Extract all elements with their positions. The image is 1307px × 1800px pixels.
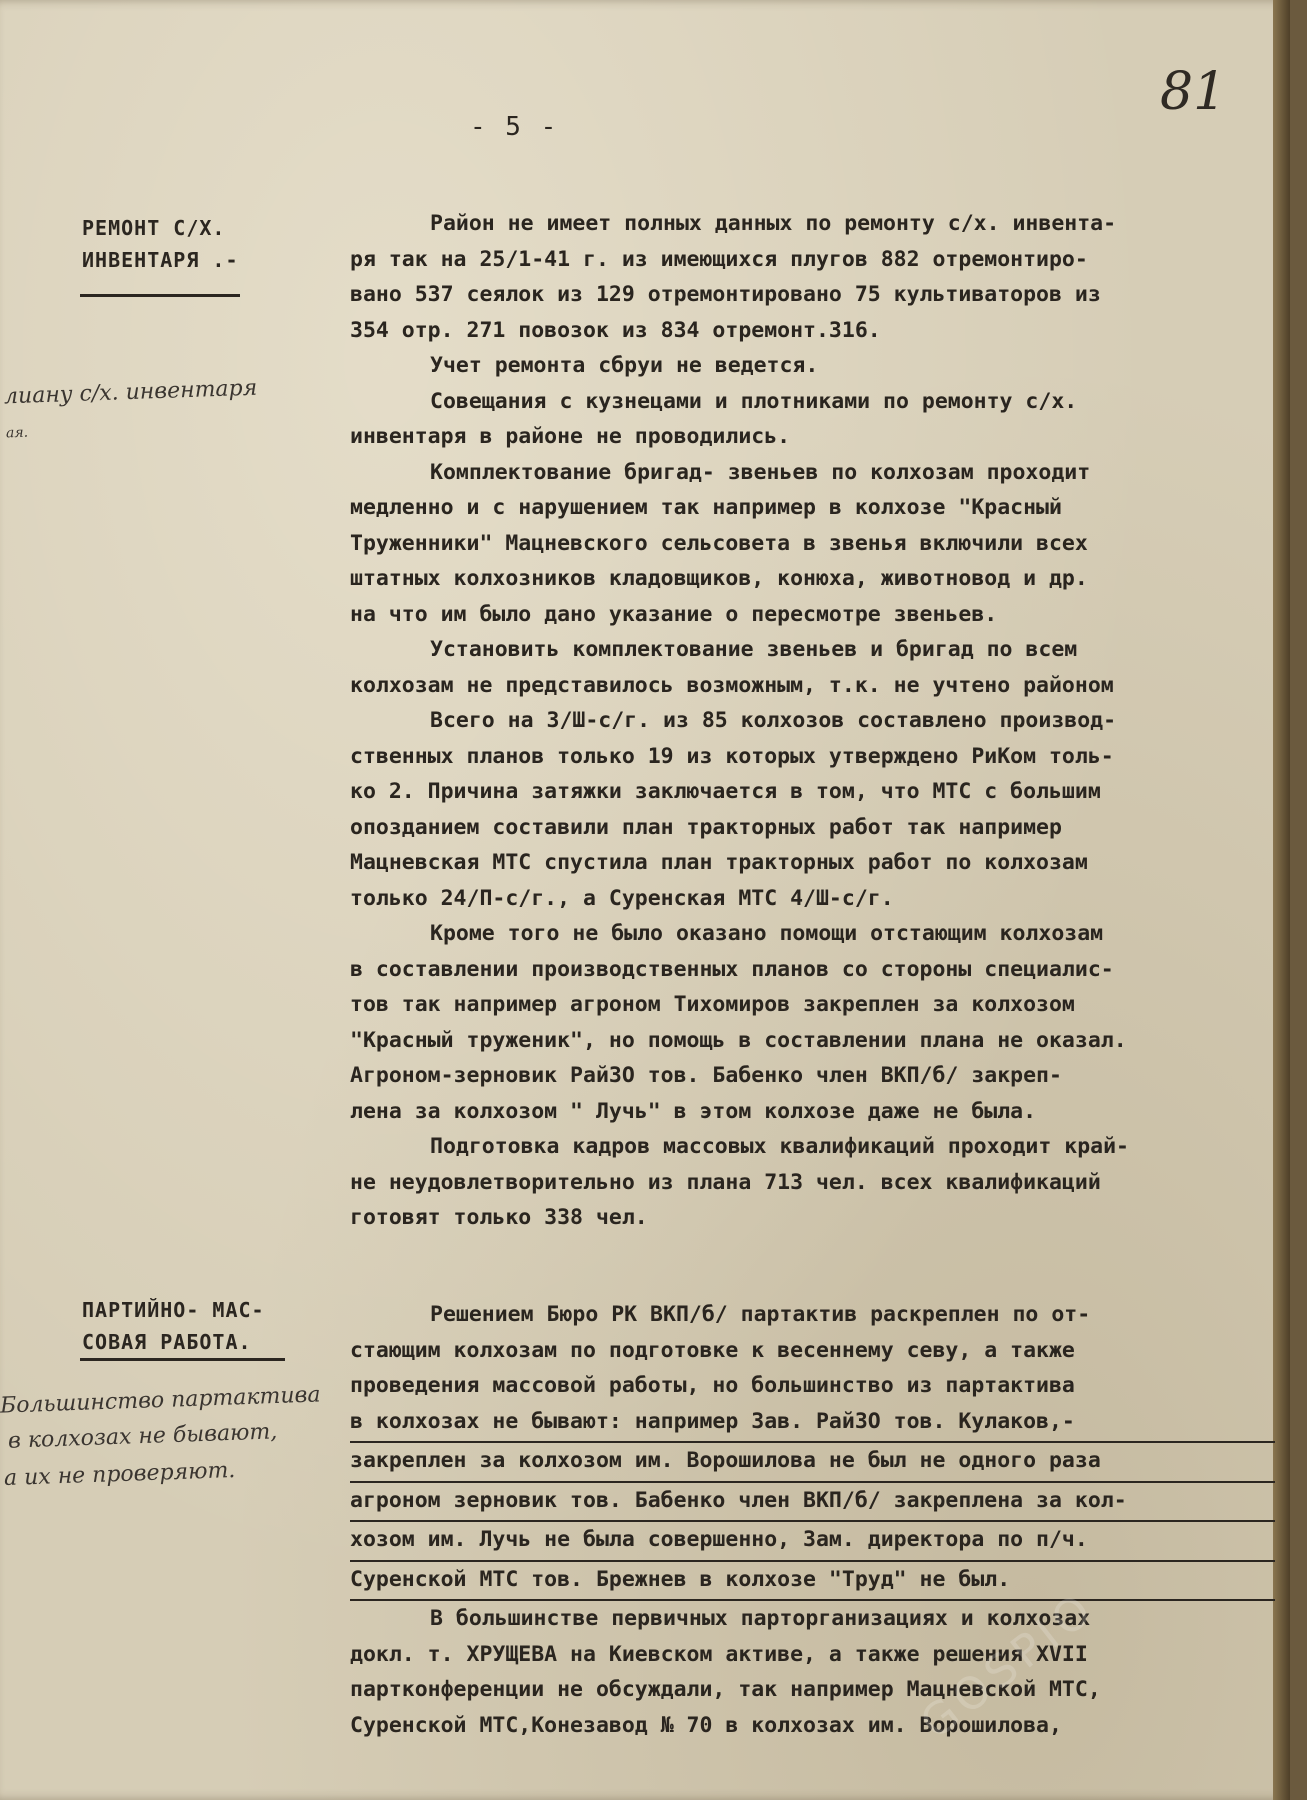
heading-line: ПАРТИЙНО- МАС- bbox=[82, 1298, 265, 1322]
text-line: проведения массовой работы, но большинство из партактива bbox=[350, 1373, 1075, 1398]
text-line: В большинстве первичных парторганизациях и колхозах bbox=[430, 1606, 1091, 1631]
text-line: Подготовка кадров массовых квалификаций проходит край- bbox=[430, 1134, 1129, 1159]
heading-line: РЕМОНТ С/Х. bbox=[82, 216, 226, 240]
text-line: лена за колхозом " Лучь" в этом колхозе даже не была. bbox=[350, 1098, 1037, 1124]
text-line: тов так например агроном Тихомиров закреплен за колхозом bbox=[350, 992, 1075, 1017]
text-line: агроном зерновик тов. Бабенко член ВКП/б/ закреплена за кол- bbox=[350, 1483, 1275, 1523]
text-line: Учет ремонта сбруи не ведется. bbox=[430, 353, 819, 378]
page-number: - 5 - bbox=[470, 112, 559, 142]
text-line: опозданием составили план тракторных работ так например bbox=[350, 814, 1062, 840]
margin-note: в колхозах не бывают, bbox=[7, 1419, 278, 1454]
text-line: только 24/П-с/г., а Суренская МТС 4/Ш-с/г. bbox=[350, 885, 894, 911]
text-line: Комплектование бригад- звеньев по колхозам проходит bbox=[430, 459, 1091, 485]
text-line: закреплен за колхозом им. Ворошилова не был не одного раза bbox=[350, 1443, 1275, 1483]
section-heading-repair bbox=[82, 212, 239, 276]
text-line: штатных колхозников кладовщиков, конюха, животновод и др. bbox=[350, 566, 1088, 591]
text-line: Установить комплектование звеньев и бригад по всем bbox=[430, 637, 1078, 662]
text-line: готовят только 338 чел. bbox=[350, 1205, 648, 1230]
text-line: партконференции не обсуждали, так например Мацневской МТС, bbox=[350, 1677, 1101, 1702]
text-line: Всего на 3/Ш-с/г. из 85 колхозов составлено производ- bbox=[430, 708, 1117, 733]
heading-line: СОВАЯ РАБОТА. bbox=[82, 1330, 252, 1354]
section-heading-party-work bbox=[82, 1294, 265, 1358]
folio-number: 81 bbox=[1160, 62, 1227, 122]
text-line: колхозам не представилось возможным, т.к. не учтено районом bbox=[350, 672, 1114, 698]
text-line: докл. т. ХРУЩЕВА на Киевском активе, а также решения XVII bbox=[350, 1641, 1088, 1667]
text-line: вано 537 сеялок из 129 отремонтировано 75 культиваторов из bbox=[350, 282, 1101, 307]
text-line: хозом им. Лучь не была совершенно, Зам. директора по п/ч. bbox=[350, 1522, 1275, 1562]
text-line: ря так на 25/1-41 г. из имеющихся плугов 882 отремонтиро- bbox=[350, 246, 1088, 272]
text-line: Мацневская МТС спустила план тракторных работ по колхозам bbox=[350, 850, 1088, 875]
text-line: Кроме того не было оказано помощи отстающим колхозам bbox=[430, 921, 1104, 946]
text-line: Суренской МТС тов. Брежнев в колхозе "Труд" не был. bbox=[350, 1562, 1275, 1602]
text-line: инвентаря в районе не проводились. bbox=[350, 424, 791, 449]
section-body-party-work bbox=[350, 1297, 1275, 1743]
heading-line: ИНВЕНТАРЯ .- bbox=[82, 248, 239, 272]
section-body-repair bbox=[350, 206, 1275, 1236]
margin-note: а их не проверяют. bbox=[3, 1457, 236, 1492]
text-line: ко 2. Причина затяжки заключается в том, что МТС с большим bbox=[350, 779, 1101, 804]
text-line: на что им было дано указание о пересмотре звеньев. bbox=[350, 601, 998, 627]
margin-note: ая. bbox=[5, 424, 29, 442]
text-line: 354 отр. 271 повозок из 834 отремонт.316. bbox=[350, 317, 881, 343]
text-line: медленно и с нарушением так например в колхозе "Красный bbox=[350, 495, 1062, 520]
margin-note: Большинство партактива bbox=[0, 1382, 321, 1419]
text-line: Агроном-зерновик РайЗО тов. Бабенко член ВКП/б/ закреп- bbox=[350, 1063, 1062, 1088]
text-line: в составлении производственных планов со стороны специалис- bbox=[350, 956, 1114, 982]
heading-underline bbox=[80, 1358, 285, 1361]
text-line: Труженники" Мацневского сельсовета в звенья включили всех bbox=[350, 530, 1088, 556]
text-line: Район не имеет полных данных по ремонту с/х. инвента- bbox=[430, 211, 1117, 236]
text-line: Совещания с кузнецами и плотниками по ремонту с/х. bbox=[430, 388, 1078, 414]
heading-underline bbox=[80, 294, 240, 297]
text-line: в колхозах не бывают: например Зав. РайЗО тов. Кулаков,- bbox=[350, 1404, 1275, 1444]
text-line: Решением Бюро РК ВКП/б/ партактив раскреплен по от- bbox=[430, 1302, 1091, 1327]
text-line: Суренской МТС,Конезавод № 70 в колхозах им. Ворошилова, bbox=[350, 1712, 1062, 1738]
text-line: стающим колхозам по подготовке к весеннему севу, а также bbox=[350, 1337, 1075, 1363]
text-line: "Красный труженик", но помощь в составлении плана не оказал. bbox=[350, 1027, 1127, 1053]
text-line: не неудовлетворительно из плана 713 чел. всех квалификаций bbox=[350, 1169, 1101, 1195]
watermark: GOSPIO bbox=[911, 1581, 1106, 1750]
margin-note: лиану с/х. инвентаря bbox=[3, 375, 258, 410]
binding-spine bbox=[1273, 0, 1290, 1800]
text-line: ственных планов только 19 из которых утверждено РиКом толь- bbox=[350, 743, 1114, 769]
